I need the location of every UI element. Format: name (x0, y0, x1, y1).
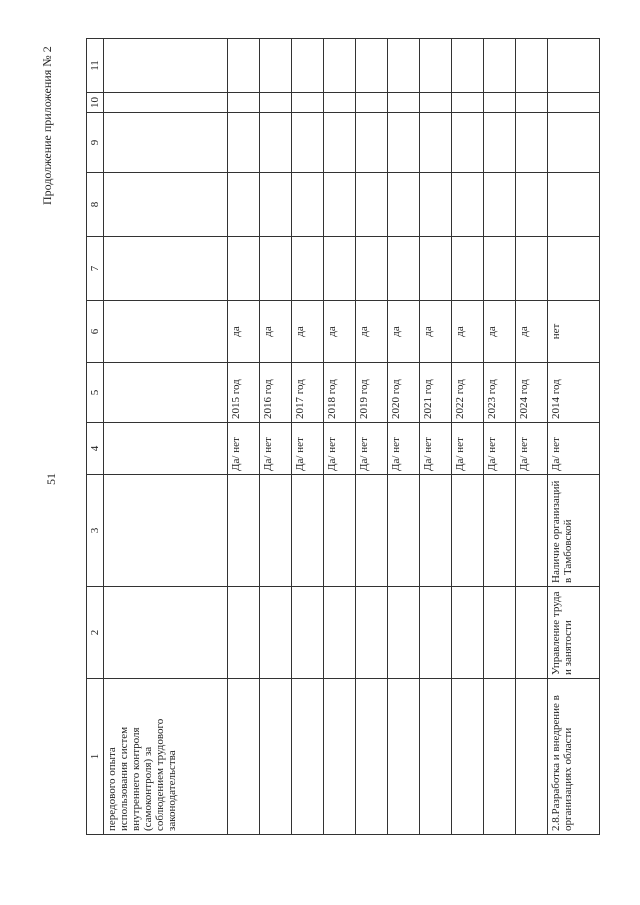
column-number: 7 (87, 237, 104, 301)
table-row (260, 39, 292, 835)
value-cell: да (292, 301, 324, 363)
table-row (420, 39, 452, 835)
value-cell: да (452, 301, 484, 363)
value-cell: да (356, 301, 388, 363)
indicator-cell: Наличие организаций в Тамбовской (548, 475, 600, 587)
value-cell: да (260, 301, 292, 363)
unit-cell: Да/ нет (324, 423, 356, 475)
column-number: 2 (87, 587, 104, 679)
value-cell: да (228, 301, 260, 363)
value-cell: да (484, 301, 516, 363)
table-row (324, 39, 356, 835)
table-row (548, 39, 600, 835)
unit-cell: Да/ нет (388, 423, 420, 475)
year-cell: 2019 год (356, 363, 388, 423)
unit-cell: Да/ нет (260, 423, 292, 475)
page-number: 51 (44, 473, 58, 485)
year-cell: 2014 год (548, 363, 600, 423)
main-table (86, 38, 600, 835)
table-row (356, 39, 388, 835)
unit-cell: Да/ нет (516, 423, 548, 475)
value-cell: да (516, 301, 548, 363)
value-cell: да (388, 301, 420, 363)
table-row (104, 39, 228, 835)
column-number: 10 (87, 93, 104, 113)
unit-cell: Да/ нет (356, 423, 388, 475)
continuation-title: Продолжение приложения № 2 (40, 46, 54, 205)
year-cell: 2015 год (228, 363, 260, 423)
value-cell: нет (548, 301, 600, 363)
year-cell: 2017 год (292, 363, 324, 423)
measure-description: 2.8.Разработка и внедрение в организациях области (548, 679, 600, 835)
column-number: 3 (87, 475, 104, 587)
responsible-cell: Управление труда и занятости (548, 587, 600, 679)
unit-cell: Да/ нет (292, 423, 324, 475)
column-number: 6 (87, 301, 104, 363)
unit-cell: Да/ нет (548, 423, 600, 475)
unit-cell: Да/ нет (420, 423, 452, 475)
column-number: 11 (87, 39, 104, 93)
column-number: 1 (87, 679, 104, 835)
year-cell: 2024 год (516, 363, 548, 423)
value-cell: да (420, 301, 452, 363)
column-number-row (87, 39, 104, 835)
year-cell: 2018 год (324, 363, 356, 423)
measure-description: передового опыта использования систем внутреннего контроля (самоконтроля) за соблюдением трудового законодательства (104, 679, 228, 835)
column-number: 4 (87, 423, 104, 475)
column-number: 9 (87, 113, 104, 173)
unit-cell: Да/ нет (228, 423, 260, 475)
table-row (228, 39, 260, 835)
year-cell: 2022 год (452, 363, 484, 423)
table-row (292, 39, 324, 835)
table-row (484, 39, 516, 835)
year-cell: 2020 год (388, 363, 420, 423)
value-cell: да (324, 301, 356, 363)
column-number: 8 (87, 173, 104, 237)
table-row (516, 39, 548, 835)
column-number: 5 (87, 363, 104, 423)
table-row (388, 39, 420, 835)
unit-cell: Да/ нет (484, 423, 516, 475)
table-row (452, 39, 484, 835)
year-cell: 2023 год (484, 363, 516, 423)
year-cell: 2016 год (260, 363, 292, 423)
unit-cell: Да/ нет (452, 423, 484, 475)
year-cell: 2021 год (420, 363, 452, 423)
